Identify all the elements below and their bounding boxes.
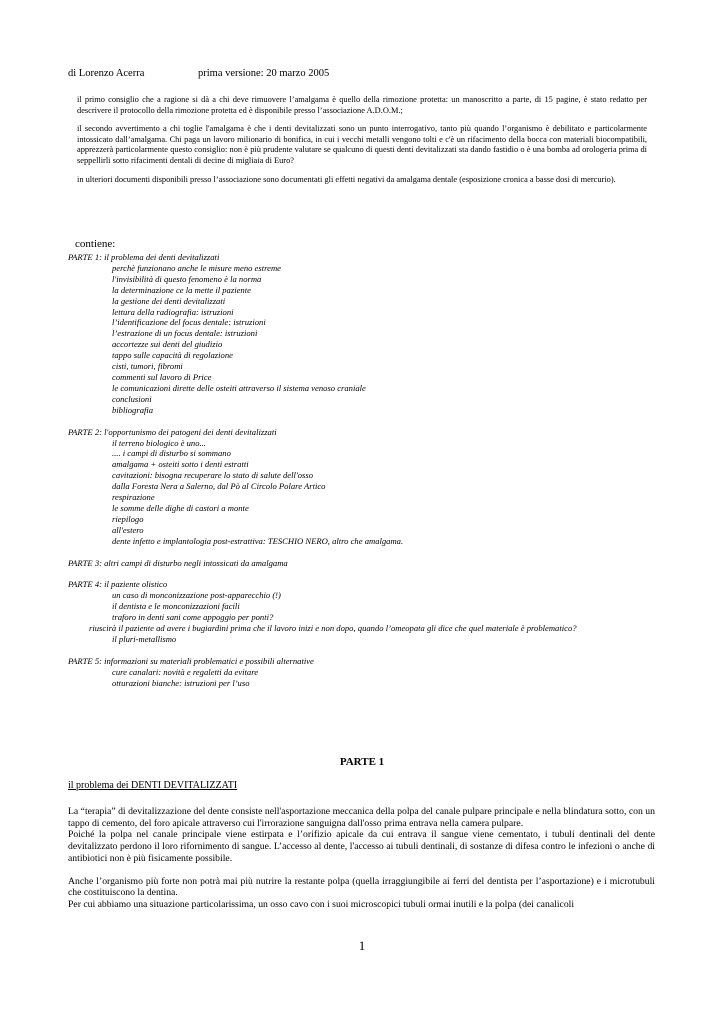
body-paragraph: La “terapia” di devitalizzazione del dente consiste nell'asportazione meccanica della polpa del canale pulpare principale e nella blindatura sotto, con un tappo di cemento, del foro apicale attraverso cui l'irrorazione sanguigna dall'osso prima entrava nella camera pulpare. [68, 806, 655, 829]
body-paragraph: Anche l’organismo più forte non potrà mai più nutrire la restante polpa (quella irraggiungibile ai ferri del dentista per l’asportazione) e i microtubuli che costituiscono la dentina. [68, 875, 655, 899]
toc-item: all'estero [112, 524, 144, 535]
toc-item: le somme delle dighe di castori a monte [112, 502, 249, 513]
toc-item: commenti sul lavoro di Price [112, 371, 212, 382]
toc-item: traforo in denti sani come appoggio per ponti? [112, 612, 274, 623]
section-subtitle: il problema dei DENTI DEVITALIZZATI [68, 780, 238, 791]
section-title: PARTE 1 [339, 756, 385, 768]
toc-part-title: PARTE 1: il problema dei denti devitalizzati [68, 252, 220, 262]
toc-item: dalla Foresta Nera a Salerno, dal Pò al Circolo Polare Artico [112, 481, 326, 492]
toc-item: dente infetto e implantologia post-estrattiva: TESCHIO NERO, altro che amalgama. [112, 535, 404, 546]
toc-item: perchè funzionano anche le misure meno estreme [112, 262, 281, 273]
document-header [68, 68, 330, 79]
toc-item: la gestione dei denti devitalizzati [112, 295, 226, 306]
page-number: 1 [358, 938, 366, 953]
intro-notes [77, 95, 647, 193]
toc-item: cure canalari: novità e regaletti da evitare [112, 666, 259, 677]
toc-item: il terreno biologico è uno... [112, 437, 206, 448]
toc-part-title: PARTE 4: il paziente olistico [68, 579, 168, 590]
toc-spacer [68, 645, 708, 656]
toc-item: cisti, tumori, fibromi [112, 361, 183, 372]
author-line: di Lorenzo Acerra [68, 68, 145, 79]
intro-paragraph: il primo consiglio che a ragione si dà a chi deve rimuovere l’amalgama è quello della rimozione protetta: un manoscritto a parte, di 15 pagine, è stato redatto per descrivere il protocollo della rimozione protetta ed è disponibile presso l’associazione A.D.O.M.; [77, 95, 647, 115]
toc-part-title: PARTE 5: informazioni su materiali problematici e possibili alternative [68, 655, 314, 666]
toc-item: l’estrazione di un focus dentale: istruzioni [112, 328, 258, 339]
toc-item: il dentista e le monconizzazioni facili [112, 601, 240, 612]
toc-item: riepilogo [112, 513, 144, 524]
intro-paragraph: in ulteriori documenti disponibili presso l’associazione sono documentati gli effetti negativi da amalgama dentale (esposizione cronica a basse dosi di mercurio). [77, 174, 616, 184]
toc-item: un caso di monconizzazione post-apparecchio (!) [112, 590, 281, 601]
toc-item: le comunicazioni dirette delle osteiti attraverso il sistema venoso craniale [112, 382, 366, 393]
body-paragraph: Poiché la polpa nel canale principale viene estirpata e l’orifizio apicale da cui entrava il sangue viene cementato, i tubuli dentinali del dente devitalizzato perdono il loro rifornimento di sangue. L’accesso al dente, l'accesso ai tubuli dentinali, di sostanze di difesa contro le infezioni o anche di antibiotici non è più fisicamente possibile. [68, 829, 655, 864]
contents-heading: contiene: [75, 238, 116, 250]
toc-part-title: PARTE 3: altri campi di disturbo negli intossicati da amalgama [68, 557, 288, 568]
toc-spacer [68, 547, 708, 558]
toc-item: l'invisibilità di questo fenomeno è la norma [112, 273, 262, 284]
section-body [68, 806, 655, 911]
version-date: prima versione: 20 marzo 2005 [198, 68, 330, 79]
toc-item: bibliografia [112, 404, 154, 415]
body-paragraph: Per cui abbiamo una situazione particolarissima, un osso cavo con i suoi microscopici tubuli ormai inutili e la polpa (dei canalicoli [68, 898, 575, 910]
table-of-contents [68, 252, 708, 689]
paragraph-spacer [68, 865, 655, 876]
toc-item: il pluri-metallismo [112, 634, 177, 644]
intro-paragraph: il secondo avvertimento a chi toglie l'amalgama è che i denti devitalizzati sono un punto interrogativo, tanto più quando l’organismo è debilitato e particolarmente intossicato dall’amalgama. Chi paga un lavoro milionario di bonifica, in cui i vecchi metalli vengono tolti e c'è un rifacimento della bocca con materiali biocompatibili, apprezzerà particolarmente questo consiglio: non è più prudente valutare se qualcuno di questi denti devitalizzati sta dando fastidio o è una bomba ad orologeria prima di seppellirli sotto rifacimenti dentali di decine di migliaia di Euro? [77, 124, 647, 165]
toc-item: riuscirà il paziente ad avere i bugiardini prima che il lavoro inizi e non dopo, quando l’omeopata gli dice che quel materiale è problematico? [89, 623, 577, 634]
toc-item: lettura della radiografia: istruzioni [112, 306, 234, 317]
toc-part-title: PARTE 2: l'opportunismo dei patogeni dei denti devitalizzati [68, 426, 277, 437]
toc-item: .... i campi di disturbo si sommano [112, 448, 231, 459]
toc-item: otturazioni bianche: istruzioni per l’uso [112, 677, 250, 688]
toc-item: respirazione [112, 492, 155, 503]
toc-item: la determinazione ce la mette il paziente [112, 284, 251, 295]
toc-item: accortezze sui denti del giudizio [112, 339, 223, 350]
toc-item: amalgama + osteiti sotto i denti estratti [112, 459, 249, 470]
toc-spacer [68, 416, 708, 427]
toc-item: l’identificazione del focus dentale: istruzioni [112, 317, 266, 328]
toc-spacer [68, 568, 708, 579]
toc-item: conclusioni [112, 393, 152, 404]
toc-item: tappo sulle capacità di regolazione [112, 350, 233, 361]
toc-item: cavitazioni: bisogna recuperare lo stato di salute dell'osso [112, 470, 313, 481]
